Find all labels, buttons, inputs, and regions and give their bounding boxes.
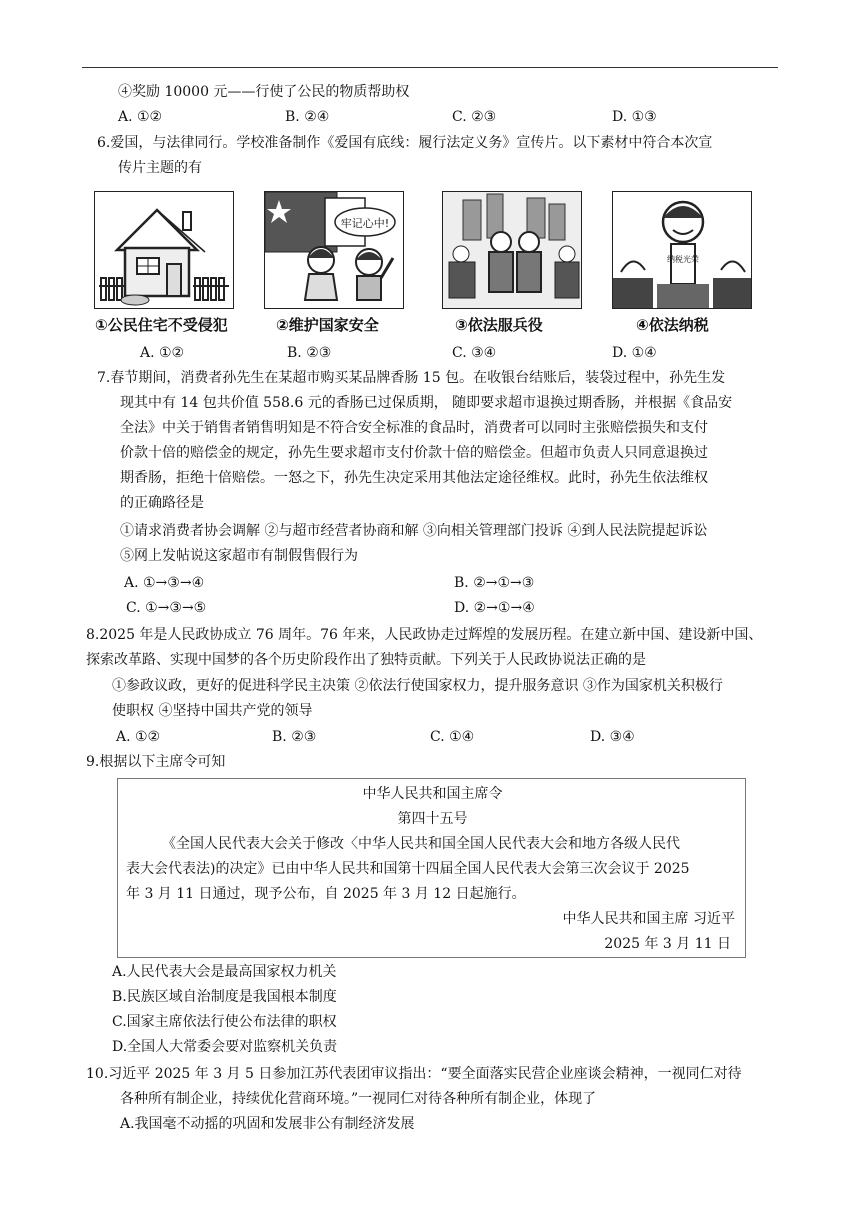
q7-stem-line: 的正确路径是	[120, 495, 204, 511]
q7-choices: ①请求消费者协会调解 ②与超市经营者协商和解 ③向相关管理部门投诉 ④到人民法院提起诉讼	[120, 523, 708, 539]
q8-option-c[interactable]: C. ①④	[430, 729, 475, 745]
picture-caption-1: ①公民住宅不受侵犯	[95, 316, 228, 334]
q6-option-b[interactable]: B. ②③	[287, 345, 332, 361]
q6-option-d[interactable]: D. ①④	[612, 345, 657, 361]
q10-stem: 10.习近平 2025 年 3 月 5 日参加江苏代表团审议指出：“要全面落实民营企业座谈会精神，一视同仁对待	[86, 1066, 742, 1082]
order-date: 2025 年 3 月 11 日	[604, 936, 731, 952]
q7-stem: 7.春节期间，消费者孙先生在某超市购买某品牌香肠 15 包。在收银台结账后，装袋过程中，孙先生发	[97, 370, 726, 386]
q9-option-b[interactable]: B.民族区域自治制度是我国根本制度	[112, 989, 337, 1005]
q5-item-4: ④奖励 10000 元——行使了公民的物质帮助权	[118, 84, 410, 100]
q10-stem-cont: 各种所有制企业，持续优化营商环境。”一视同仁对待各种所有制企业，体现了	[120, 1091, 597, 1107]
order-title: 中华人民共和国主席令	[362, 786, 503, 802]
header-rule	[82, 67, 778, 68]
q8-choices: ①参政议政，更好的促进科学民主决策 ②依法行使国家权力，提升服务意识 ③作为国家机关积极行	[112, 678, 723, 694]
q8-choices-cont: 使职权 ④坚持中国共产党的领导	[112, 703, 313, 719]
q6-stem: 6.爱国，与法律同行。学校准备制作《爱国有底线：履行法定义务》宣传片。以下素材中符合本次宣	[97, 135, 713, 151]
order-signer: 中华人民共和国主席 习近平	[562, 911, 735, 927]
tax-person-icon	[613, 192, 752, 309]
picture-military-service	[442, 191, 582, 309]
q7-option-c[interactable]: C. ①→③→⑤	[126, 600, 207, 616]
q7-option-a[interactable]: A. ①→③→④	[124, 575, 205, 591]
order-body-line: 表大会代表法)的决定》已由中华人民共和国第十四届全国人民代表大会第三次会议于 2025	[126, 861, 690, 877]
q7-option-b[interactable]: B. ②→①→③	[454, 575, 535, 591]
q8-option-d[interactable]: D. ③④	[590, 729, 635, 745]
picture-tax	[612, 191, 752, 309]
picture-national-security	[264, 191, 404, 309]
flag-children-icon	[265, 192, 404, 309]
q7-stem-line: 现其中有 14 包共价值 558.6 元的香肠已过保质期， 随即要求超市退换过期香肠，并根据《食品安	[120, 395, 733, 411]
picture-caption-4: ④依法纳税	[636, 316, 709, 334]
q9-option-c[interactable]: C.国家主席依法行使公布法律的职权	[112, 1014, 337, 1030]
bubble-text: 牢记心中!	[340, 217, 390, 230]
q9-option-a[interactable]: A.人民代表大会是最高国家权力机关	[112, 964, 337, 980]
q8-option-b[interactable]: B. ②③	[272, 729, 317, 745]
q6-stem-cont: 传片主题的有	[118, 160, 202, 176]
q8-stem-cont: 探索改革路、实现中国梦的各个历史阶段作出了独特贡献。下列关于人民政协说法正确的是	[86, 652, 646, 668]
q5-option-d[interactable]: D. ①③	[612, 109, 657, 125]
q7-choices-cont: ⑤网上发帖说这家超市有制假售假行为	[120, 548, 358, 564]
q10-option-a[interactable]: A.我国毫不动摇的巩固和发展非公有制经济发展	[120, 1116, 415, 1132]
picture-caption-2: ②维护国家安全	[276, 316, 379, 334]
order-body-line: 年 3 月 11 日通过，现予公布，自 2025 年 3 月 12 日起施行。	[126, 886, 526, 902]
presidential-order-box	[117, 778, 746, 958]
soldiers-icon	[443, 192, 582, 309]
q7-stem-line: 全法》中关于销售者销售明知是不符合安全标准的食品时，消费者可以同时主张赔偿损失和支付	[120, 420, 708, 436]
q7-stem-line: 期香肠，拒绝十倍赔偿。一怒之下，孙先生决定采用其他法定途径维权。此时，孙先生依法维权	[120, 470, 708, 486]
house-icon	[95, 192, 234, 309]
q5-option-a[interactable]: A. ①②	[118, 109, 163, 125]
picture-caption-3: ③依法服兵役	[455, 316, 543, 334]
q7-stem-line: 价款十倍的赔偿金的规定，孙先生要求超市支付价款十倍的赔偿金。但超市负责人只同意退换过	[120, 445, 708, 461]
order-body-line: 《全国人民代表大会关于修改〈中华人民共和国全国人民代表大会和地方各级人民代	[162, 836, 680, 852]
tax-sign-text: 纳税光荣	[667, 255, 699, 264]
order-number: 第四十五号	[397, 811, 468, 827]
q8-option-a[interactable]: A. ①②	[116, 729, 161, 745]
q5-option-c[interactable]: C. ②③	[452, 109, 497, 125]
q9-stem: 9.根据以下主席令可知	[86, 754, 226, 770]
q8-stem: 8.2025 年是人民政协成立 76 周年。76 年来，人民政协走过辉煌的发展历程。在建立新中国、建设新中国、	[86, 627, 763, 643]
q6-option-c[interactable]: C. ③④	[452, 345, 497, 361]
q7-option-d[interactable]: D. ②→①→④	[454, 600, 535, 616]
q6-option-a[interactable]: A. ①②	[140, 345, 185, 361]
picture-house	[94, 191, 234, 309]
q5-option-b[interactable]: B. ②④	[285, 109, 330, 125]
q9-option-d[interactable]: D.全国人大常委会要对监察机关负责	[112, 1039, 338, 1055]
